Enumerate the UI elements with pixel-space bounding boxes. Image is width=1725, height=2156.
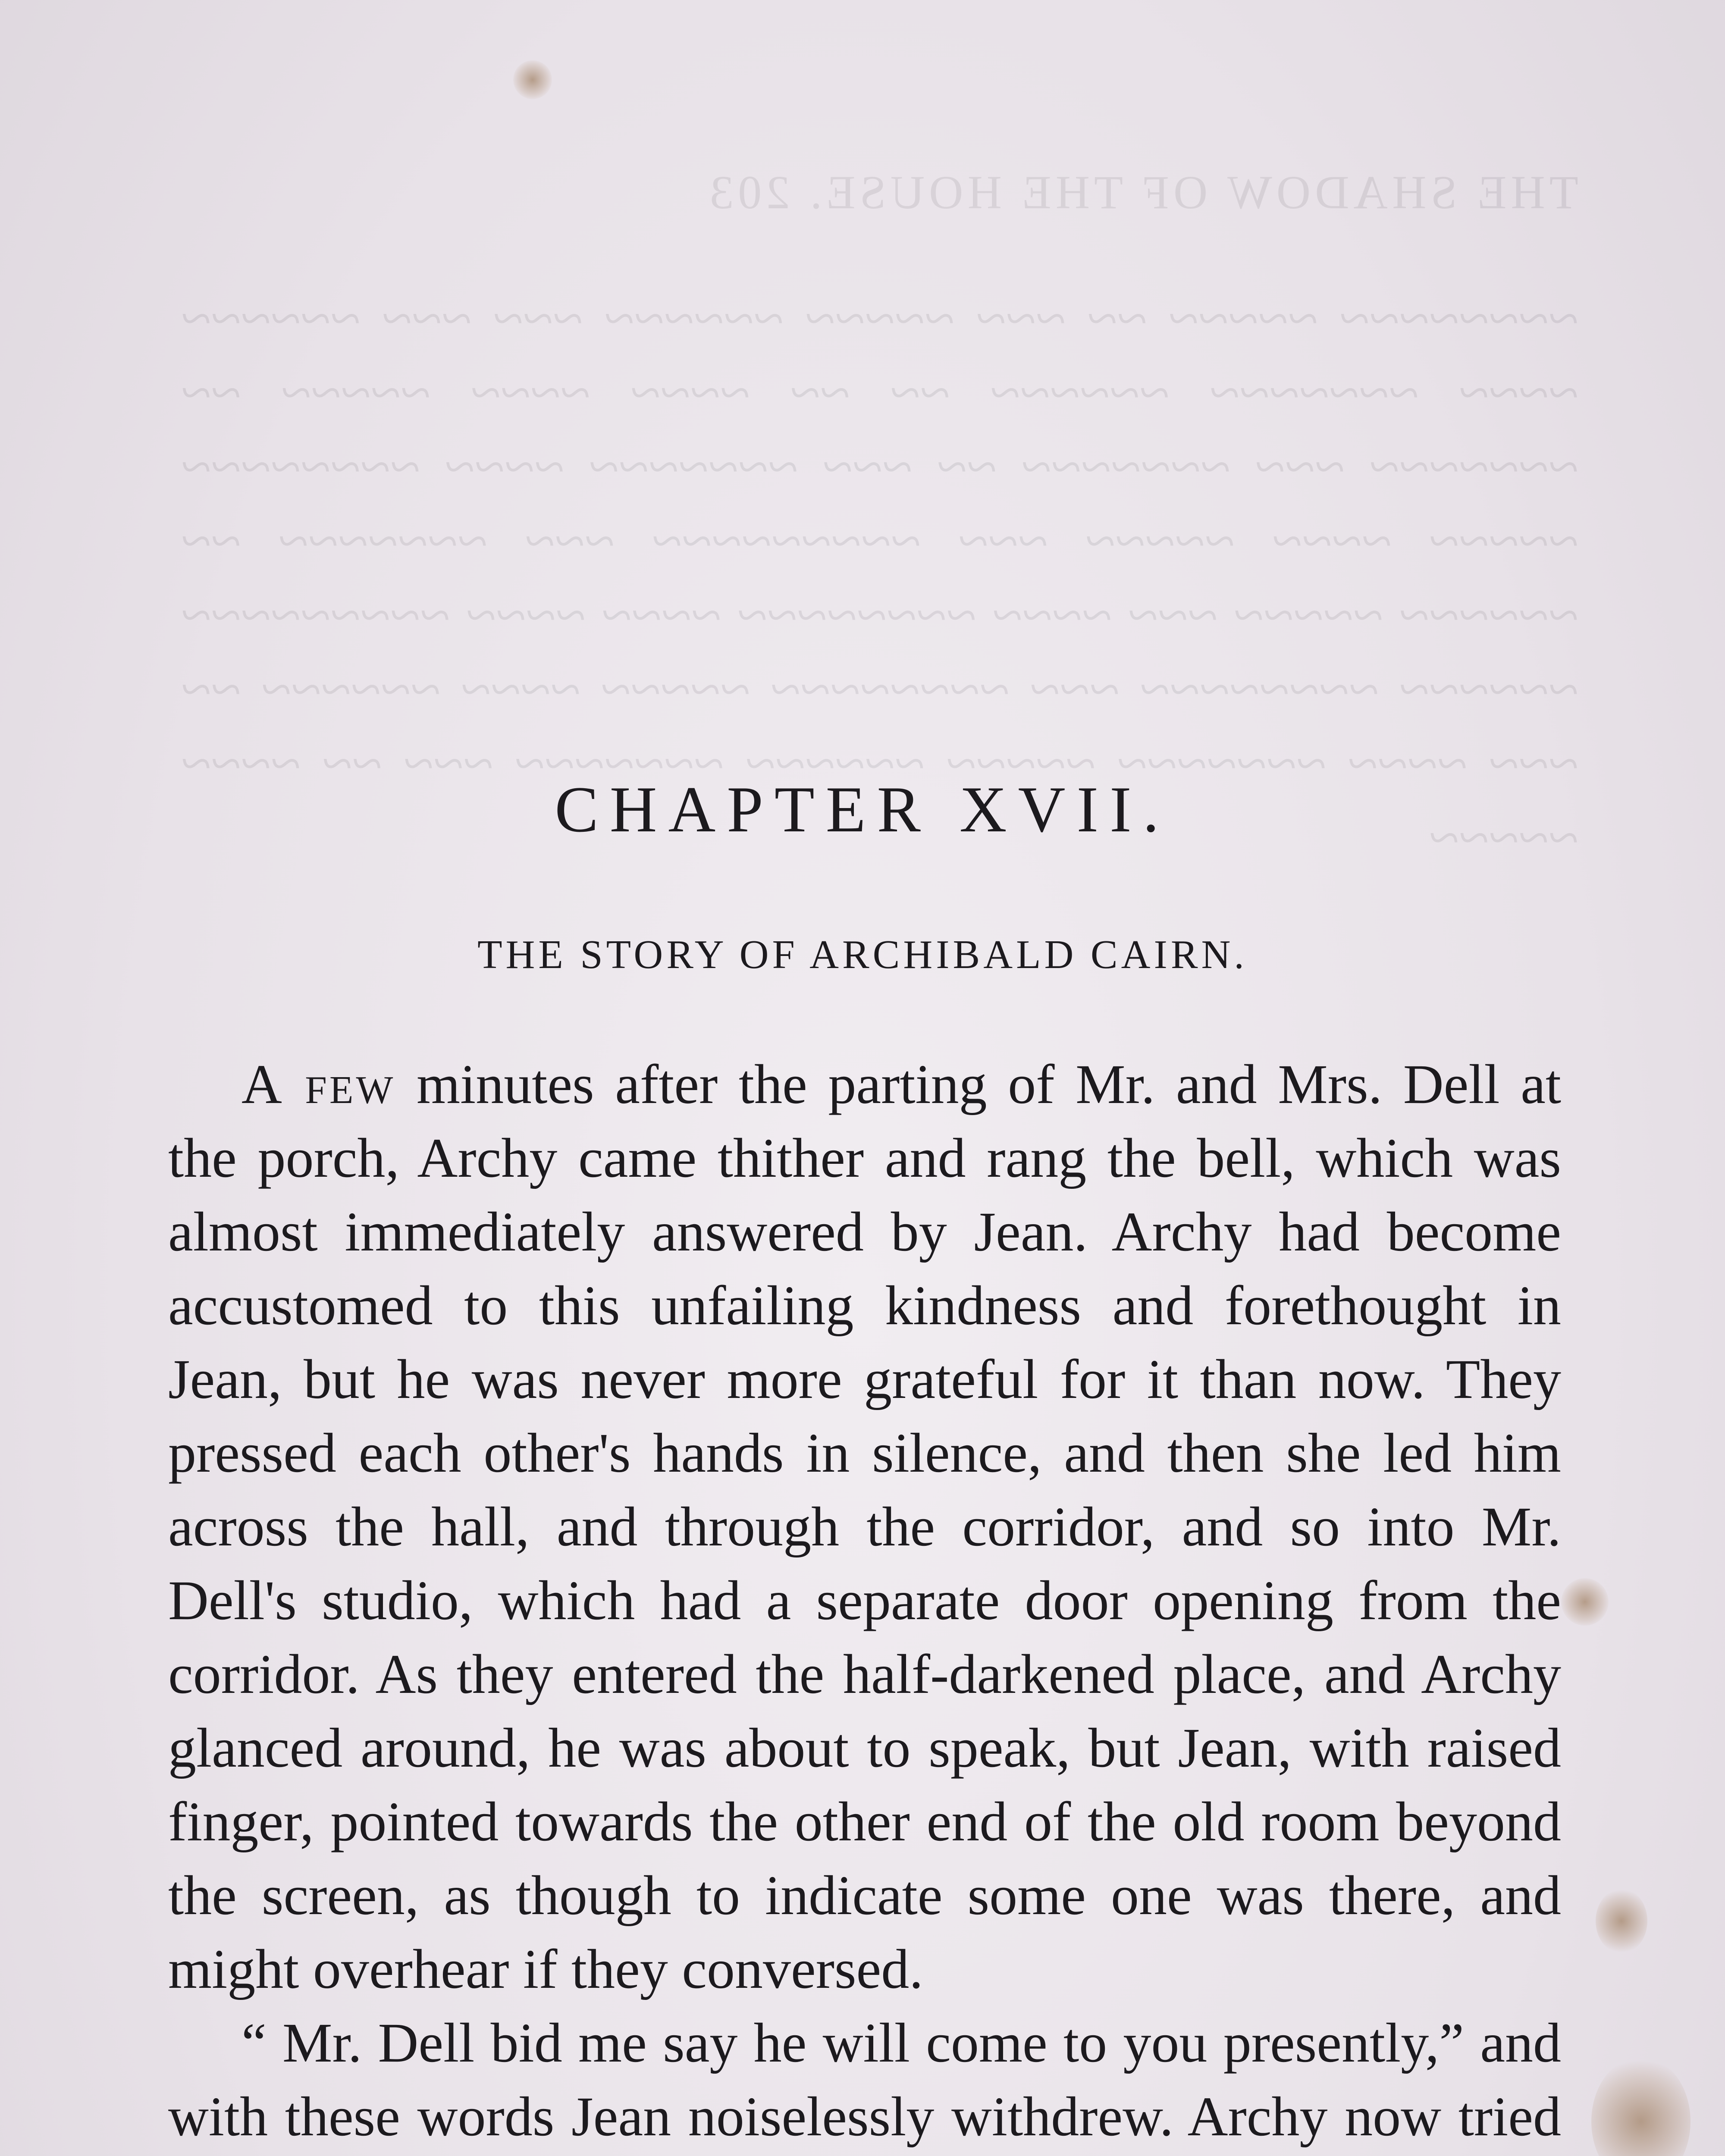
- foxing-stain: [1591, 2057, 1690, 2156]
- foxing-stain: [513, 60, 552, 99]
- chapter-subtitle: THE STORY OF ARCHIBALD CAIRN.: [477, 932, 1248, 977]
- body-text: [168, 1048, 1561, 2156]
- paragraph: [168, 1048, 1561, 2006]
- show-through-texture: THE SHADOW OF THE HOUSE. 203 ~~~~~~~~ ~~~~~ ~~ ~~~ ~~~~~ ~~~~~~ ~~~ ~~~ ~~~~~~ ~~~~ ~~~~~~~ ~~~~~~ ~~ ~~ ~~~~ ~~~~ ~~~~~ ~~ ~~~~~~~ ~~~ ~~~~~~~ ~~ ~~~ ~~~~~~~ ~~~~ ~~~~~~~~ ~~~~~ ~~~~ ~~~~~ ~~~ ~~~~~~~~~ ~~~ ~~~~~~~ ~~ ~~~~~~ ~~~~~ ~~~ ~~~~ ~~~~~~~~ ~~~~ ~~~~ ~~~~~~~~~ ~~~~~~ ~~~~~~~~ ~~~ ~~~~~~~~ ~~~~~ ~~~~ ~~~~~~ ~~ ~~~ ~~~~ ~~~~~~~ ~~~~~ ~~~~~~ ~~~~~~~ ~~~ ~~ ~~~~ ~~~~~: [181, 166, 1578, 868]
- paragraph-text: minutes after the parting of Mr. and Mrs. Dell at the porch, Archy came thither and rang the bell, which was almost immediately answered by Jean. Archy had become accustomed to this unfailing kindness and forethought in Jean, but he was never more grateful for it than now. They pressed each other's hands in silence, and then she led him across the hall, and through the corridor, and so into Mr. Dell's studio, which had a separate door opening from the corridor. As they entered the half-darkened place, and Archy glanced around, he was about to speak, but Jean, with raised finger, pointed towards the other end of the old room beyond the screen, as though to indicate some one was there, and might overhear if they conversed.: [168, 1053, 1562, 2000]
- foxing-stain: [1561, 1578, 1609, 1626]
- paragraph-lead: A few: [242, 1053, 396, 1116]
- foxing-stain: [1596, 1889, 1647, 1953]
- paragraph: “ Mr. Dell bid me say he will come to you presently,” and with these words Jean noiselessly withdrew. Archy now tried: [168, 2012, 1561, 2148]
- chapter-title: CHAPTER XVII.: [555, 773, 1170, 846]
